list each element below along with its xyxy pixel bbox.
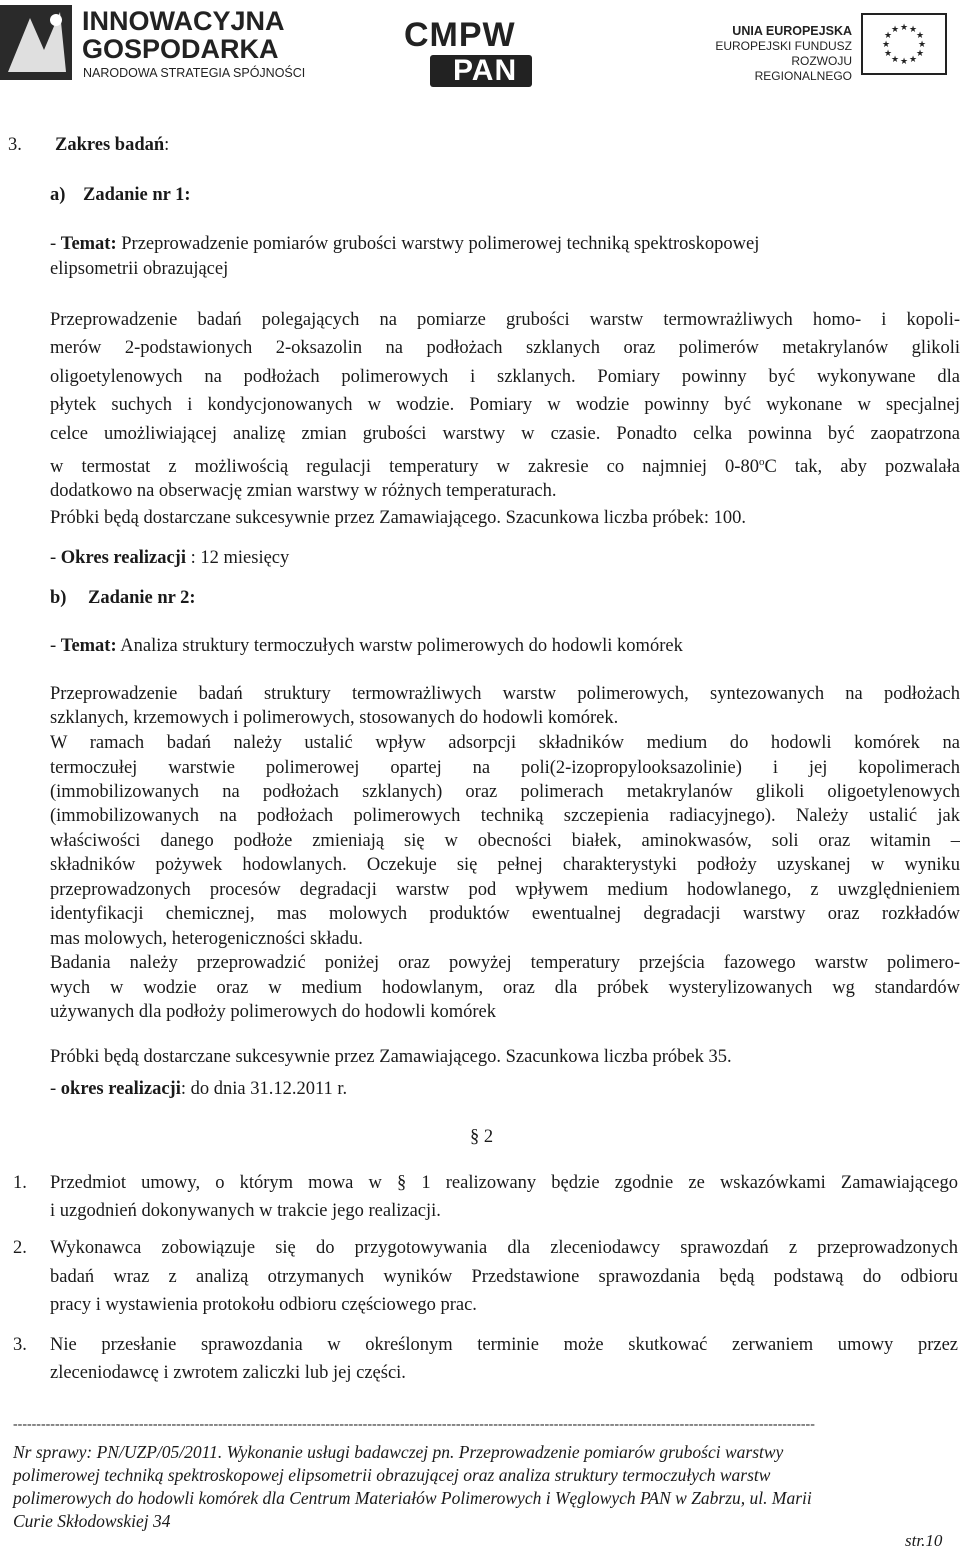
a-para-line-temp (50, 451, 960, 478)
eu-stars (862, 14, 946, 74)
svg-text:★: ★ (915, 31, 925, 41)
okres-label: Okres realizacji (60, 548, 186, 568)
okres-text: : 12 miesięcy (185, 548, 290, 568)
a-para-line: celce umożliwiającej analizę zmian grubości warstwy w czasie. Ponadto celka powinna być zaopatrzona (50, 424, 960, 444)
list-item-number: 1. (13, 1173, 27, 1193)
okres-text: : do dnia 31.12.2011 r. (180, 1079, 348, 1099)
temat-text: Przeprowadzenie pomiarów grubości warstwy polimerowej techniką spektroskopowej (116, 234, 760, 254)
b-para2-line: właściwości danego podłoże zmieniają się w obecności białek, aminokwasów, soli oraz witamin – (50, 831, 960, 851)
task-a-title: Zadanie nr 1: (83, 185, 191, 205)
svg-text:★: ★ (908, 55, 918, 65)
b-para2-line: identyfikacji chemicznej, mas molowych produktów ewentualnej degradacji warstwy oraz rozkładów (50, 904, 960, 924)
a-para-line: płytek suchych i kondycjonowanych w wodzie. Pomiary w wodzie powinny być wykonane w specjalnej (50, 395, 960, 415)
temat-label: Temat: (60, 636, 117, 656)
svg-text:★: ★ (883, 31, 893, 41)
task-b-okres (50, 1078, 347, 1100)
section-symbol: § (470, 1127, 480, 1147)
dash: - (50, 636, 61, 656)
section-title-text: Zakres badań (55, 135, 165, 155)
footer-separator: ---------------------------------------------------------------------------------------------------------------------------------------------------------------------------- (13, 1418, 815, 1432)
task-b-title: Zadanie nr 2: (88, 588, 196, 608)
list-item-line: Przedmiot umowy, o którym mowa w § 1 realizowany będzie zgodnie ze wskazówkami Zamawiającego (50, 1173, 958, 1193)
a-para-line: merów 2-podstawionych 2-oksazolin na podłożach szklanych oraz polimerów metakrylanów glikoli (50, 338, 960, 358)
list-item-line: pracy i wystawienia protokołu odbioru częściowego prac. (50, 1295, 477, 1315)
list-item-line: i uzgodnień dokonywanych w trakcie jego realizacji. (50, 1201, 441, 1221)
footer-line: polimerowych do hodowli komórek dla Centrum Materiałów Polimerowych i Węglowych PAN w Zabrzu, ul. Marii (13, 1488, 812, 1508)
dash: - (50, 548, 61, 568)
ig-logo-text3: NARODOWA STRATEGIA SPÓJNOŚCI (83, 66, 306, 80)
degree-sup: o (758, 456, 765, 468)
task-a-label: a) (50, 185, 66, 205)
ig-logo-text2: GOSPODARKA (82, 34, 279, 64)
b-para2-line: termoczułej warstwie polimerowej opartej na poli(2-izopropylooksazolinie) i jej kopolimerach (50, 758, 960, 778)
footer-line: polimerowej techniką spektroskopowej elipsometrii obrazującej oraz analiza struktury termoczułych warstw (13, 1465, 771, 1485)
b-para2-line: składników pożywek hodowlanych. Oczekuje się pełnej charakterystyki podłoży uzyskanej w wyniku (50, 855, 960, 875)
list-item-line: badań wraz z analizą otrzymanych wyników Przedstawione sprawozdania będą podstawą do odbioru (50, 1267, 958, 1287)
b-para1-line: szklanych, krzemowych i polimerowych, stosowanych do hodowli komórek. (50, 708, 619, 728)
svg-text:★: ★ (917, 40, 927, 50)
svg-text:★: ★ (908, 25, 918, 35)
section-number: 3. (8, 135, 22, 155)
temp-text-end: C tak, aby pozwalała (764, 457, 960, 478)
b-para2-line: (immobilizowanych na podłożach szklanych) oraz polimerach metakrylanów glikoli oligoetylenowych (50, 782, 960, 802)
a-para-line: Próbki będą dostarczane sukcesywnie przez Zamawiającego. Szacunkowa liczba próbek: 100. (50, 508, 747, 528)
b-para3-line: używanych dla podłoży polimerowych do hodowli komórek (50, 1002, 496, 1022)
dash: - (50, 234, 61, 254)
a-para-line: Przeprowadzenie badań polegających na pomiarze grubości warstw termowrażliwych homo- i kopoli- (50, 310, 960, 330)
section-title-colon: : (164, 135, 170, 155)
eu-stars-icon (862, 14, 946, 74)
task-b-temat (50, 635, 683, 657)
list-item-number: 2. (13, 1238, 27, 1258)
list-item-line: zleceniodawcę i zwrotem zaliczki lub jej części. (50, 1363, 406, 1383)
paragraph-heading (470, 1126, 493, 1148)
list-item-line: Wykonawca zobowiązuje się do przygotowywania dla zleceniodawcy sprawozdań z przeprowadzonych (50, 1238, 958, 1258)
b-para2-line: przeprowadzonych procesów degradacji warstw pod wpływem medium hodowlanego, z uwzględnieniem (50, 880, 960, 900)
section-num: 2 (483, 1127, 494, 1147)
footer-line: Nr sprawy: PN/UZP/05/2011. Wykonanie usługi badawczej pn. Przeprowadzenie pomiarów grubości warstwy (13, 1442, 784, 1462)
b-probki: Próbki będą dostarczane sukcesywnie przez Zamawiającego. Szacunkowa liczba próbek 35. (50, 1047, 732, 1067)
list-item-number: 3. (13, 1335, 27, 1355)
header-logos (0, 0, 960, 95)
pan-logo-text: PAN (453, 54, 518, 87)
ig-logo-text1: INNOWACYJNA (82, 6, 285, 36)
section-title (55, 134, 169, 156)
svg-text:★: ★ (890, 55, 900, 65)
footer-line: Curie Skłodowskiej 34 (13, 1511, 171, 1531)
task-a-temat-line2: elipsometrii obrazującej (50, 259, 229, 279)
temp-text: w termostat z możliwością regulacji temperatury w zakresie co najmniej 0-80 (50, 457, 759, 478)
temat-label: Temat: (60, 234, 117, 254)
svg-text:★: ★ (899, 57, 909, 67)
eu-logo-text2: EUROPEJSKI FUNDUSZ (715, 39, 852, 53)
b-para2-line: W ramach badań należy ustalić wpływ adsorpcji składników medium do hodowli komórek na (50, 733, 960, 753)
okres-label: okres realizacji (60, 1079, 181, 1099)
b-para3-line: Badania należy przeprowadzić poniżej oraz powyżej temperatury przejścia fazowego warstw polimero- (50, 953, 960, 973)
a-para-line: oligoetylenowych na podłożach polimerowych i szklanych. Pomiary powinny być wykonywane dla (50, 367, 960, 387)
task-a-okres (50, 547, 289, 569)
list-item-line: Nie przesłanie sprawozdania w określonym terminie może skutkować zerwaniem umowy przez (50, 1335, 958, 1355)
svg-text:★: ★ (890, 25, 900, 35)
temat-text: Analiza struktury termoczułych warstw polimerowych do hodowli komórek (116, 636, 683, 656)
b-para3-line: wych w wodzie oraz w medium hodowlanym, oraz dla próbek wysterylizowanych wg standardów (50, 978, 960, 998)
page-number: str.10 (905, 1531, 943, 1550)
dash: - (50, 1079, 61, 1099)
task-b-label: b) (50, 588, 67, 608)
svg-text:★: ★ (881, 40, 891, 50)
cmpw-logo-text: CMPW (404, 16, 516, 54)
a-para-line: dodatkowo na obserwację zmian warstwy w różnych temperaturach. (50, 481, 557, 501)
svg-text:★: ★ (899, 23, 909, 33)
svg-text:★: ★ (915, 49, 925, 59)
b-para2-line: mas molowych, heterogeniczności składu. (50, 929, 363, 949)
b-para2-line: (immobilizowanych na podłożach polimerowych techniką szczepienia radiacyjnego). Należy ustalić jak (50, 806, 960, 826)
eu-logo-text1: UNIA EUROPEJSKA (732, 24, 852, 38)
b-para1-line: Przeprowadzenie badań struktury termowrażliwych warstw polimerowych, syntezowanych na podłożach (50, 684, 960, 704)
eu-logo-text3: ROZWOJU REGIONALNEGO (754, 54, 852, 83)
task-a-temat (50, 233, 759, 255)
svg-text:★: ★ (883, 49, 893, 59)
